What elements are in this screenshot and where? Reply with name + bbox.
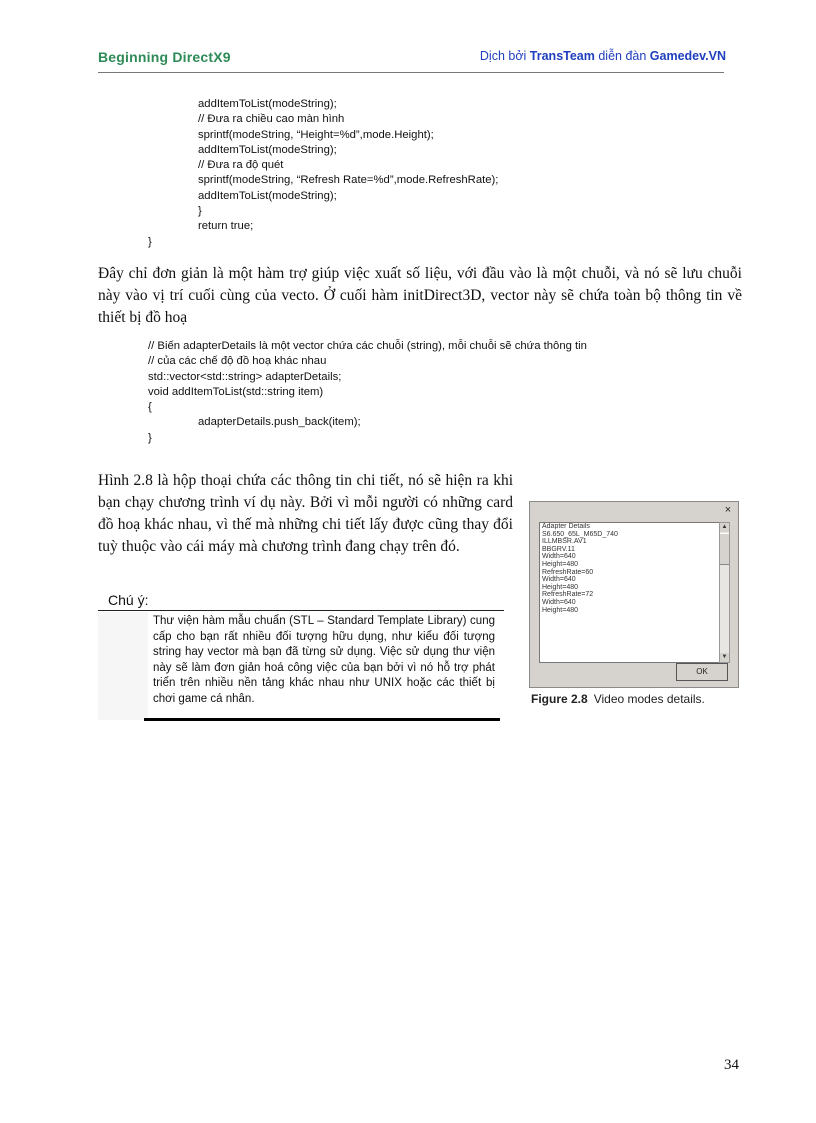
list-item[interactable]: Height=480	[542, 560, 579, 568]
list-item[interactable]: RefreshRate=72	[542, 591, 594, 599]
list-item[interactable]: Width=640	[542, 553, 576, 561]
code-block-1	[148, 97, 498, 250]
figure-caption-text: Video modes details.	[593, 692, 705, 706]
note-shade	[98, 612, 148, 720]
note-title: Chú ý:	[108, 592, 149, 608]
code-line: }	[148, 431, 152, 444]
code-block-2	[148, 339, 587, 446]
list-item[interactable]: Width=640	[542, 598, 576, 606]
ok-button[interactable]: OK	[676, 663, 728, 681]
list-item[interactable]: Height=480	[542, 583, 579, 591]
header-book-title: Beginning DirectX9	[98, 49, 231, 65]
code-line: {	[148, 401, 152, 414]
paragraph-2: Hình 2.8 là hộp thoại chứa các thông tin chi tiết, nó sẽ hiện ra khi bạn chạy chương trình ví dụ này. Bởi vì mỗi người có những card đồ hoạ khác nhau, vì thế mà những chi tiết lấy được cũng thay đổi tuỳ thuộc vào cái máy mà chương trình đang chạy trên đó.	[98, 472, 513, 555]
credit-site: Gamedev.VN	[649, 49, 726, 63]
code-line: adapterDetails.push_back(item);	[198, 416, 361, 429]
code-line: // Đưa ra độ quét	[198, 159, 284, 172]
figure-caption	[531, 692, 705, 706]
paragraph-1: Đây chỉ đơn giản là một hàm trợ giúp việc xuất số liệu, với đầu vào là một chuỗi, và nó sẽ lưu chuỗi này vào vị trí cuối cùng của vecto. Ở cuối hàm initDirect3D, vector này sẽ chứa toàn bộ thông tin về thiết bị đồ hoạ	[98, 265, 742, 326]
list-item[interactable]: Width=640	[542, 576, 576, 584]
list-item[interactable]: RefreshRate=60	[542, 568, 594, 576]
code-line: addItemToList(modeString);	[198, 98, 337, 110]
listbox-scrollbar[interactable]	[719, 522, 730, 663]
code-line: // Đưa ra chiều cao màn hình	[198, 113, 345, 126]
header-rule	[98, 72, 724, 73]
figure-label: Figure 2.8	[531, 692, 588, 706]
note-top-rule	[98, 610, 504, 611]
code-line: }	[148, 235, 152, 248]
code-line: addItemToList(modeString);	[198, 143, 337, 156]
close-icon[interactable]: ×	[724, 504, 732, 516]
scroll-up-arrow-icon[interactable]: ▲	[721, 524, 728, 530]
code-line: std::vector<std::string> adapterDetails;	[148, 370, 342, 383]
adapter-details-listbox[interactable]	[539, 522, 721, 663]
code-line: void addItemToList(std::string item)	[148, 385, 324, 398]
code-line: addItemToList(modeString);	[198, 189, 337, 202]
code-line: }	[198, 205, 202, 218]
credit-team: TransTeam	[529, 49, 595, 63]
code-line: // của các chế độ đồ hoạ khác nhau	[148, 355, 327, 368]
code-line: sprintf(modeString, “Refresh Rate=%d”,mode.RefreshRate);	[198, 174, 499, 187]
credit-prefix: Dịch bởi	[479, 49, 530, 63]
list-item[interactable]: ILLMBSR.AV1	[542, 538, 587, 546]
code-line: sprintf(modeString, “Height=%d”,mode.Height);	[198, 128, 434, 141]
scroll-thumb[interactable]	[720, 533, 729, 565]
list-item[interactable]: BBGRV.11	[542, 545, 575, 553]
code-line: // Biến adapterDetails là một vector chứa các chuỗi (string), mỗi chuỗi sẽ chứa thông tin	[148, 340, 587, 352]
page-header	[0, 0, 816, 80]
video-modes-dialog	[529, 501, 739, 688]
note-bottom-rule	[144, 718, 500, 721]
scroll-down-arrow-icon[interactable]: ▼	[721, 654, 728, 660]
list-item[interactable]: Adapter Details	[542, 523, 590, 530]
note-body: Thư viện hàm mẫu chuẩn (STL – Standard Template Library) cung cấp cho bạn rất nhiều đối tượng hữu dụng, như kiểu đối tượng string hay vector mà bạn đã từng sử dụng. Việc sử dụng thư viện này sẽ làm đơn giản hoá công việc của bạn bởi vì nó hỗ trợ phát triển trên nhiều nền tảng khác nhau như UNIX hoặc các thiết bị chơi game cá nhân.	[153, 615, 495, 705]
page-number: 34	[724, 1057, 739, 1073]
header-translator-credit	[480, 49, 726, 63]
credit-mid: diễn đàn	[594, 49, 650, 63]
code-line: return true;	[198, 220, 254, 233]
list-item[interactable]: Height=480	[542, 606, 579, 614]
list-item[interactable]: S6.650_65L_M65D_740	[542, 530, 618, 538]
note-box	[98, 590, 504, 730]
